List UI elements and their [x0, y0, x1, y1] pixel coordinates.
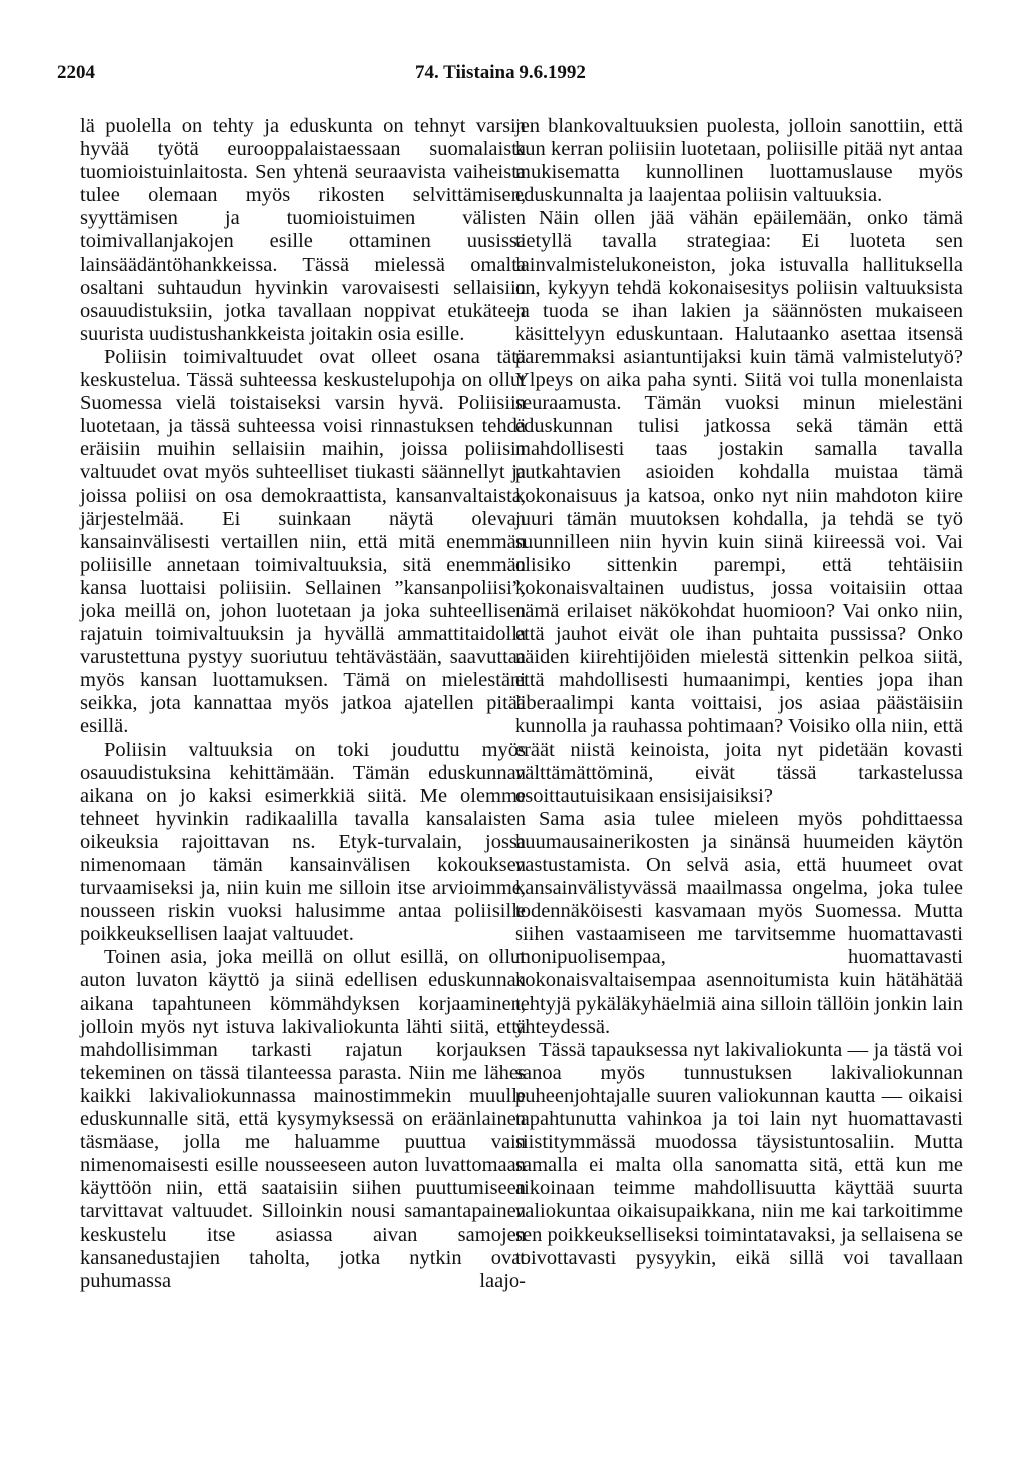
paragraph: Sama asia tulee mieleen myös pohdittaessa huumausainerikosten ja sinänsä huumeiden käytön vastustamista. On selvä asia, että huumeet ovat kansainvälistyvässä maailmassa ongelma, joka tulee todennäköisesti kasvamaan myös Suomessa. Mutta siihen vastaamiseen me tarvitsemme huomattavasti monipuolisempaa, huomattavasti kokonaisvaltaisempaa asennoitumista kuin hätähätää tehtyjä pykäläkyhäelmiä aina silloin tällöin jonkin lain yhteydessä. — [515, 807, 963, 1038]
left-column — [80, 115, 526, 1293]
paragraph: jen blankovaltuuksien puolesta, jolloin sanottiin, että kun kerran poliisiin luotetaan, poliisille pitää nyt antaa mukisematta kunnollinen luottamuslause myös eduskunnalta ja laajentaa poliisin valtuuksia. — [515, 115, 963, 207]
paragraph: Näin ollen jää vähän epäilemään, onko tämä tietyllä tavalla strategiaa: Ei luoteta sen lainvalmistelukoneiston, joka istuvalla hallituksella on, kykyyn tehdä kokonaisesitys poliisin valtuuksista ja tuoda se ihan lakien ja säännösten mukaiseen käsittelyyn eduskuntaan. Halutaanko asettaa itsensä paremmaksi asiantuntijaksi kuin tämä valmistelutyö? Ylpeys on aika paha synti. Siitä voi tulla monenlaista seuraamusta. Tämän vuoksi minun mielestäni eduskunnan tulisi jatkossa sekä tämän että mahdollisesti taas jostakin samalla tavalla putkahtavien asioiden kohdalla muistaa tämä kokonaisuus ja katsoa, onko nyt niin mahdoton kiire juuri tämän muutoksen kohdalla, ja tehdä se työ suunnilleen niin hyvin kuin siinä kiireessä voi. Vai olisiko sittenkin parempi, että tehtäisiin kokonaisvaltainen uudistus, jossa voitaisiin ottaa nämä erilaiset näkökohdat huomioon? Vai onko niin, että jauhot eivät ole ihan puhtaita pussissa? Onko näiden kiirehtijöiden mielestä sittenkin pelkoa siitä, että mahdollisesti humaanimpi, kenties jopa ihan liberaalimpi kanta voittaisi, jos asiaa päästäisiin kunnolla ja rauhassa pohtimaan? Voisiko olla niin, että eräät niistä keinoista, joita nyt pidetään kovasti välttämättöminä, eivät tässä tarkastelussa osoittautuisikaan ensisijaisiksi? — [515, 207, 963, 807]
paragraph: Poliisin valtuuksia on toki jouduttu myös osauudistuksina kehittämään. Tämän eduskunnan aikana on jo kaksi esimerkkiä siitä. Me olemme tehneet hyvinkin radikaalilla tavalla kansalaisten oikeuksia rajoittavan ns. Etyk-turvalain, jossa nimenomaan tämän kansainvälisen kokouksen turvaamiseksi ja, niin kuin me silloin itse arvioimme, nousseen riskin vuoksi halusimme antaa poliisille poikkeuksellisen laajat valtuudet. — [80, 738, 526, 946]
paragraph: lä puolella on tehty ja eduskunta on tehnyt varsin hyvää työtä eurooppalaistaessaan suomalaista tuomioistuinlaitosta. Sen yhtenä seuraavista vaiheista tulee olemaan myös rikosten selvittämisen, syyttämisen ja tuomioistuimen välisten toimivallanjakojen esille ottaminen uusissa lainsäädäntöhankkeissa. Tässä mielessä omalta osaltani suhtaudun hyvinkin varovaisesti sellaisiin osauudistuksiin, jotka tavallaan noppivat etukäteen suurista uudistushankkeista joitakin osia esille. — [80, 115, 526, 345]
right-column — [515, 115, 963, 1270]
session-date: 74. Tiistaina 9.6.1992 — [415, 62, 586, 83]
page-number: 2204 — [57, 62, 95, 83]
paragraph: Toinen asia, joka meillä on ollut esillä, on ollut auton luvaton käyttö ja siinä edellisen eduskunnan aikana tapahtuneen kömmähdyksen korjaaminen, jolloin myös nyt istuva lakivaliokunta lähti siitä, että mahdollisimman tarkasti rajatun korjauksen tekeminen on tässä tilanteessa parasta. Niin me lähes kaikki lakivaliokunnassa mainostimmekin muulle eduskunnalle sitä, että kysymyksessä on eräänlainen täsmäase, jolla me haluamme puuttua vain nimenomaisesti esille nousseeseen auton luvattomaan käyttöön niin, että saataisiin siihen puuttumiseen tarvittavat valtuudet. Silloinkin nousi samantapainen keskustelu itse asiassa aivan samojen kansanedustajien taholta, jotka nytkin ovat puhumassa laajo- — [80, 946, 526, 1292]
page-header — [0, 62, 1024, 92]
paragraph: Tässä tapauksessa nyt lakivaliokunta — ja tästä voi sanoa myös tunnustuksen lakivaliokunnan puheenjohtajalle suuren valiokunnan kautta — oikaisi tapahtunutta vahinkoa ja toi lain nyt huomattavasti siistitymmässä muodossa täysistuntosaliin. Mutta samalla ei malta olla sanomatta sitä, että kun me aikoinaan teimme mahdollisuutta käyttää suurta valiokuntaa oikaisupaikkana, niin me kai tarkoitimme sen poikkeukselliseksi toimintatavaksi, ja sellaisena se toivottavasti pysyykin, eikä sillä voi tavallaan — [515, 1038, 963, 1269]
paragraph: Poliisin toimivaltuudet ovat olleet osana tätä keskustelua. Tässä suhteessa keskustelupohja on ollut Suomessa vielä toistaiseksi varsin hyvä. Poliisiin luotetaan, ja tässä suhteessa voisi rinnastuksen tehdä eräisiin muihin sellaisiin maihin, joissa poliisin valtuudet ovat myös suhteelliset tiukasti säännellyt ja joissa poliisi on osa demokraattista, kansanvaltaista, järjestelmää. Ei suinkaan näytä olevan kansainvälisesti vertaillen niin, että mitä enemmän poliisille annetaan toimivaltuuksia, sitä enemmän kansa luottaisi poliisiin. Sellainen ”kansanpoliisi”, joka meillä on, johon luotetaan ja joka suhteellisen rajatuin toimivaltuuksin ja hyvällä ammattitaidolla varustettuna pystyy suoriutuu tehtävästään, saavuttaa myös kansan luottamuksen. Tämä on mielestäni seikka, jota kannattaa myös jatkoa ajatellen pitää esillä. — [80, 345, 526, 738]
